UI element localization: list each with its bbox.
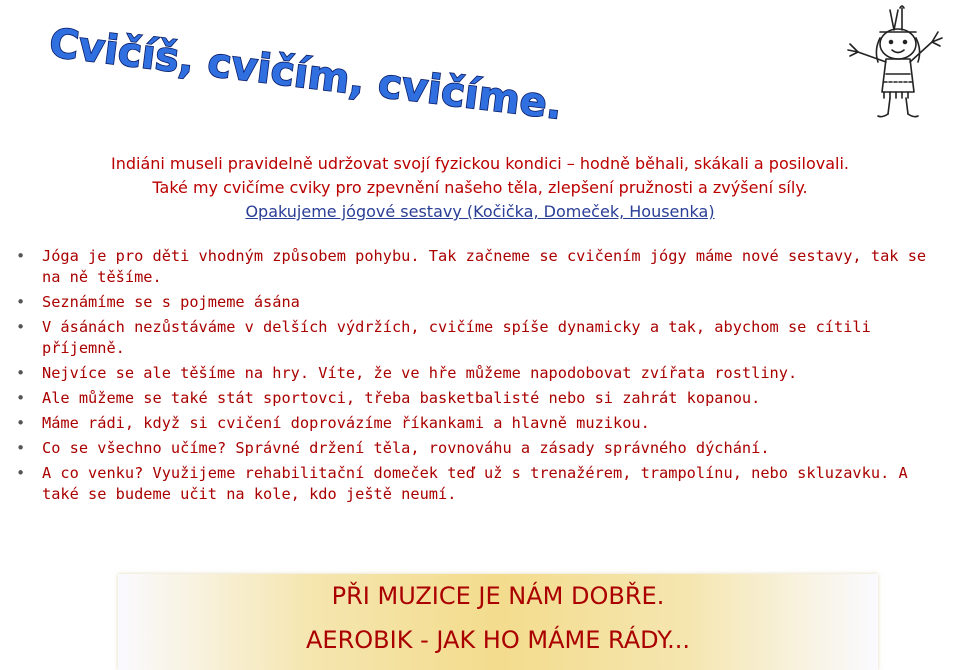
music-aerobics-banner (118, 574, 878, 670)
list-item-text: Jóga je pro děti vhodným způsobem pohybu. Tak začneme se cvičením jógy máme nové sestavy, tak se na ně těšíme. (42, 247, 927, 286)
indian-child-drawing-icon (828, 4, 958, 126)
banner-line-2: AEROBIK - JAK HO MÁME RÁDY... (306, 626, 690, 654)
bullet-icon: • (16, 364, 26, 382)
intro-line-2: Také my cvičíme cviky pro zpevnění našeho těla, zlepšení pružnosti a zvýšení síly. (152, 178, 808, 197)
intro-line-1: Indiáni museli pravidelně udržovat svojí fyzickou kondici – hodně běhali, skákali a posilovali. (110, 154, 850, 173)
list-item (16, 317, 936, 359)
list-item (16, 413, 936, 434)
bullet-icon: • (16, 389, 26, 407)
activity-bullet-list (16, 246, 936, 509)
yoga-sets-link[interactable]: Opakujeme jógové sestavy (Kočička, Domeček, Housenka) (245, 202, 715, 221)
intro-text (0, 152, 960, 224)
page-title-text: Cvičíš, cvičím, cvičíme. (46, 20, 565, 129)
list-item-text: Seznámíme se s pojmeme ásána (42, 293, 300, 311)
list-item (16, 438, 936, 459)
list-item-text: Ale můžeme se také stát sportovci, třeba basketbalisté nebo si zahrát kopanou. (42, 389, 761, 407)
list-item (16, 292, 936, 313)
bullet-icon: • (16, 414, 26, 432)
list-item-text: A co venku? Využijeme rehabilitační domeček teď už s trenažérem, trampolínu, nebo skluzavku. A také se budeme učit na kole, kdo ještě neumí. (42, 464, 908, 503)
banner-line-1: PŘI MUZICE JE NÁM DOBŘE. (331, 582, 665, 610)
list-item (16, 388, 936, 409)
list-item-text: Nejvíce se ale těšíme na hry. Víte, že ve hře můžeme napodobovat zvířata rostliny. (42, 364, 798, 382)
list-item (16, 463, 936, 505)
bullet-icon: • (16, 464, 26, 482)
list-item-text: Máme rádi, když si cvičení doprovázíme říkankami a hlavně muzikou. (42, 414, 650, 432)
list-item (16, 246, 936, 288)
bullet-icon: • (16, 318, 26, 336)
bullet-icon: • (16, 247, 26, 265)
list-item-text: V ásánách nezůstáváme v delších výdržích, cvičíme spíše dynamicky a tak, abychom se cítili příjemně. (42, 318, 871, 357)
list-item-text: Co se všechno učíme? Správné držení těla, rovnováhu a zásady správného dýchání. (42, 439, 770, 457)
page-title (44, 6, 565, 129)
bullet-icon: • (16, 439, 26, 457)
list-item (16, 363, 936, 384)
bullet-icon: • (16, 293, 26, 311)
